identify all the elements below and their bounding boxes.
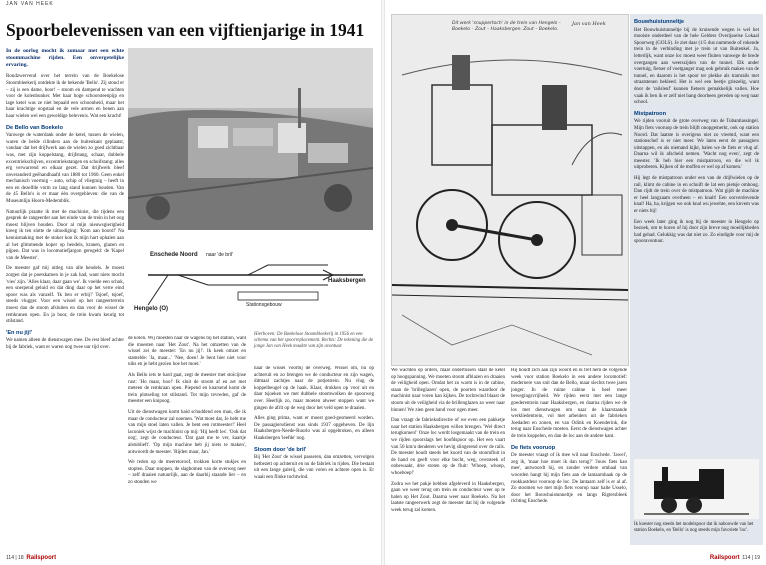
subheading: Bouwhuistunneltje <box>634 19 685 25</box>
model-caption: Ik koester nog steeds het modelspoor dat ik naboowde van het station Boekelo, en 'Bello' is nog steeds mijn favoriete 'loc'. <box>634 522 754 533</box>
sketch-drawing <box>391 14 629 366</box>
figure-caption: Hierboven: De Boekelose Stoombleekerij in 1956 en een schema van het spoorreplacement. Rechts: De tekening die de jonge Jan van Heek maakte van zijn avontuur. <box>254 332 374 349</box>
map-label-hengelo: Hengelo (O) <box>134 306 168 312</box>
paragraph: We namen alleen de dienstwagen mee. De rest bleef achter bij de fabriek, want er waren nog twee uur tijd over. <box>6 338 124 350</box>
sidebar-box <box>630 14 763 545</box>
sketch-note: Dit werk 'snuppertoch' in de trein van Hengelo – Boekelo – Zout – Haaksbergen. Zout – Boekelo. <box>452 21 561 32</box>
subheading: 'En nu jij!' <box>6 329 33 336</box>
subheading: De fiets vooruop <box>511 444 556 451</box>
paragraph: De meester gaf mij uitleg van alle hendels. Je moest zorgen dat je poetskatoen in je zak had, want niets mocht 'vies' zijn. 'Alles klaar, daar gaan we'. Ik voelde een schok, een snerpend geluid en dat ding daar op het verre eind spoor was als vanzelf. 'Ik ben er erbij!' Tsjoef, tsjoef, steeds vlugger. Voor een wissel op het rangeerterrein moest dan de stoom afsluiten en dan voor de wissel de remkranen open. En ja hoor, de trein kwam keurig tot stilstand. <box>6 266 124 325</box>
paragraph: Uit de dienstwagen komt haid schuddend een man, die ik maar de conducteur zal noemen. 'Wat moet dat, Je hebt me van mijn stoel laten vallen. Je bent een rotmeester!' Heel laconiek wijst de machinist op mij: 'Hij heeft les'. 'Ook dat nog', zegt de conducteur. 'Dat gaat me te ver, kaartje alstublieft'. 'Op mijn machine heb jij niets te maken', antwoordt de meester. 'Rijden maar, Jan.' <box>128 409 246 455</box>
column-1 <box>6 48 124 548</box>
paragraph: Alles ging prima, want er moest goed-gesmeerd worden. De passagiersdienst was sinds 1937 opgeheven. De lijn Haaksbergen-Neede-Ruurlo was al opgebroken, en alleen Haaksbergen 'leefde' nog. <box>254 416 374 441</box>
brand-logo: Railspoort <box>709 555 740 561</box>
paragraph: Vanwege de waterdank onder de ketel, tussen de wielen, waren de beide cilinders aan de buitenkant geplaatst, vandaar dat het drijfwerk aan de wielen zo goed zichtbaar was, met zijn koppelstang, drijfstang, schaar, dubbele excentriekschijven, excentriekstangen en schuifstang; alles erg verwarrend en elkaar gezet. Dat drijfwerk bleef onveranderd geëhandhaafd van 1880 tot 1960. Geen enkel mechanisch voertuig – auto, schip of vliegtuig – heeft in een en dezelfde vorm zo lang stand kunnen houden. Van de 45 Bello's is er maar één overgebleven: die van de Museumlijn Hoorn-Medemblik. <box>6 133 124 205</box>
paragraph: We reden op de meeretoroof, trokken korte stukjes en stopten. Daar stoppen, de slagbomen van de overweg neer – zelf draaien natuurlijk, aan de daarbij staande lier – en zo stonden we <box>128 460 246 485</box>
page-number: 114 | 18 <box>6 555 24 561</box>
intro-text: In de oorlog mocht ik zomaar met een echte stoommachine rijden. Een onvergetelijke ervaring. <box>6 48 124 68</box>
paragraph: Rondzwervend over het terrein van de Boekelose Stoombleekerij ontdekte ik de bekende 'Bello'. Zij stond er – zij is een dame, hoor! – stoom en dampend te wachten voor de kolenbunker. Met haar hoge schoorsteenpijp en lage ketel was ze niet bepaald een schoonheid, maar het haar krachtige oogstaal en de vele armen en benen aan haar wielen wel een geweldige belevenis. Wat een kracht! <box>6 74 124 119</box>
subheading: Stoom door 'de bril' <box>254 446 307 453</box>
aerial-photo <box>128 48 373 230</box>
brand-logo: Railspoort <box>26 555 57 561</box>
paragraph: Als Bello iets te hard gaat, zegt de meester met stoïcijnse rust: 'Ho maar, hoo!' Ik sluit de stoom af en zet met meteen de remkraan open. Piepend en knarsend komt de trein plotseling tot stilstand. Tot mijn tevreden, gaf de meester een knipoog. <box>128 372 246 405</box>
paragraph: de kolen. Wij moesten naar de wagens bij het station, want die moesten naar 'Het Zout'. Na het omzetten van de wissel zei de meester: 'En nu jij!'. Ik keek omzet en stamelde: 'Ja, maar...' 'Nee, doen! Je bent hier niet voor niks en je hebt gezien hoe het moet.' <box>128 336 246 368</box>
paragraph: We wachten op orders, maar ondertussen staat de ketel op hoogspanning. We moeten stoom afblazen en draaien de veiligheid open. Omdat het zo warm is in de cabine, staan de 'brilleglazen' open, de poorten waardoor de machinist naar voren kan kijken. De tochtwind blaast de stoom uit de veiligheid via de brillenglazen zo weer naar binnen! We zien geen hand voor ogen meer. <box>391 368 505 413</box>
paragraph: We rijden vooruit de grote overweg van de Tubantiassingel. Mijn fiets vooruop de trein blijft onopgemerkt, ook op station Noord. Dat laatste is overigens niet zo vreemd, want een stationschef is er niet meer. We laten eerst de passagiers uitstappen, en als niemand kijkt, halen we de fiets er vlug af. Daarna wil ik afscheid nemen. 'Wacht nog even', zegt de meester. 'Ik heb hier een mistpatroon, en die wil ik uitproberen. Kijken of de moffen er wel op af komen.' <box>634 119 759 171</box>
article-title: Spoorbelevenissen van een vijftienjarige in 1941 <box>6 20 365 40</box>
subheading: Mistpatroon <box>634 110 667 117</box>
paragraph: Hij legt de mistpatroon onder een van de drijfwielen op de rail, klimt de cabine in en schuift de lat een pietsje omhoog. Dan rijdt de trein over de mistpatroon. Wat gijdt de machine er heel langzaam overheen – en knalt! Een oorverdovende knal! Ha, ha, krijgen we ook knal wu jewehte, een knvem was er niets bij! <box>634 176 759 215</box>
column-2 <box>128 336 246 548</box>
paragraph: naar de wissel voorbij de overweg. Wissel om, nu op achteruit en zo brengen we de conducteur en zijn wagen, ditmaal zachtjes naar de potjestrein. Nu vlug de koppelbeugel op de haak. Klaar, drukken op voor uit en daar tsjoeken we met dubbele stoomwolken de spoorweg over. Heerlijk zo, maar moeten alweer stoppen want we gingen de afrit op de weg door het veld open te draaien. <box>254 366 374 411</box>
map-label-zout: naar 'de bril' <box>206 252 233 258</box>
subheading: De Bello van Boekelo <box>6 124 63 131</box>
paragraph: Bij 'Het Zout' de wissel passeren, dan omzetten, vervolgen hetbezett op achteruit en nu de fabriek in rijden. Die bestaat uit een lange galerij, die van voren en achtere open is. Er waait een flinke tochtwind. <box>254 455 374 480</box>
paragraph: Dan vraagt de fabrieksdirectie of we even een pakketje naar het station Haaksbergen willen brengen. 'Wel direct terugkomen!' Onze loc wordt losgemaakt van de trein en we rijden spoorslags het hoofdspoor op. Het een vaart van 50 km/u denderen we hevig slingerend over de rails. De meester houdt steeds het koord van de stoomfluit in de hand en geeft voor elke bocht, weg, oversteek of onbewaakt, drie stoten op de fluit: 'Whoep, whoep, whoeboep!' <box>391 418 505 476</box>
track-schema <box>128 240 373 330</box>
author-name: JAN VAN HEEK <box>6 1 54 7</box>
paragraph: Het Bouwhuistunneltje bij de kruisende wegen is wel het mooiste onderdeel van de hele Gelders Overijsselse Lokaal Spoorweg (GOLS). Je ziet daar (1/5 dus nummode of rokende trein in de verbinding met je trein ut van Buitenkel. Ja, letterlijk, want onze loc moest weer fluiten vanwege de brede overgangen aan weerszijden van de tunnel. Elk ander voertuig, fietser of voetganger mag ook gebruik maken van de tunnel, en daarom is het spoor ter plekke als tramrails met straatstenen bekleed. Het is wel een beetje griezelig, want door de 'railsleuf' kunnen fietsers gemakkelijk vallen. Hoe vaak ik ben ik er zelf niet bang doorheen gereden op weg naar school. <box>634 27 759 106</box>
paragraph: Natuurlijk praatte ik met de machinist, die tijdens een gesprek de rangeerder aan het einde van de trein in het oog moest blijven houden. Door al mijn nieuwsgierigheid kreeg ik ten slotte de uitnodiging: 'Kom aan boord!' Na kennismaking met de stoker kon ik mijn hart ophalen aan al het glimmende koper op hendels, kranen, glazen en pijpen. Dat was in locomotiefjargon geregeld: de 'Kapel van de Meester'. <box>6 209 124 261</box>
paragraph: De meester vraagt of ik mee wil naar Enschede. 'Jawel', zeg ik, 'maar hoe moet ik dan terug?' 'Jouw fiets kan mee', antwoordt hij, en zonder verdere omhaal van woorden hangt hij mijn fiets aan de lantaarnhaak op de rookkastdeur vooruop de loc. De lantaarn zelf is er al af. Zo stoomen we met mijn fiets voorop naar halte Usselo, door het Bouwhuistunneltje en langs Rigtersbleek richting Enschede. <box>511 453 627 505</box>
map-label-north: Enschede Noord <box>150 252 198 258</box>
footer-right <box>710 555 760 561</box>
map-label-station: Stationsgebouw <box>246 302 282 308</box>
page-number: 114 | 19 <box>742 555 760 561</box>
paragraph: Een week later ging ik nog bij de meester in Hengelo op bezoek, om te horen of hij door zijn breve nog moeilijkheden had gehad. Gelukkig was dat niet zo. Zo eindigde voor mij de spooravontuur. <box>634 219 759 245</box>
sketch-signature: Jan van Heek <box>572 21 606 27</box>
column-4 <box>391 368 505 548</box>
model-locomotive-photo <box>634 459 759 519</box>
column-3 <box>254 366 374 548</box>
paragraph: Zodra we het pakje hebben afgeleverd in Haaksbergen, gaan we weer terug om trein en conducteur weer op te halen op Het Zout. Daarna weer naar Boekelo. Na het laatste rangeerwerk zegt de meester dat hij de volgende week terug zal komen. <box>391 481 505 513</box>
map-label-haaksbergen: Haaksbergen <box>328 278 366 284</box>
column-5 <box>511 368 627 548</box>
sidebar-text <box>634 16 759 456</box>
paragraph: Hij houdt zich aan zijn woord en ik tref hem de volgende week voor station Boekelo in een andere locomotief: modernere van snit dan de Bello, maar slechts twee jaren jonger. In de ruime cabine is heel meer bewegingsvrijheid. We rijden eerst met een lange goederentrein naar Haaksbergen, en daarna rijden we de los met dienstwagen om naar de klaarstaande werkliedentrein, vol met arbeiders uit de fabrieken Joedaden en zonen, en van Odink en Koenderink, die terug naar Enschede moeten. Eerst de dienstwagen achter de trein koppelen, en dan de loc aan de andere kant. <box>511 368 627 439</box>
footer-left <box>6 555 56 561</box>
